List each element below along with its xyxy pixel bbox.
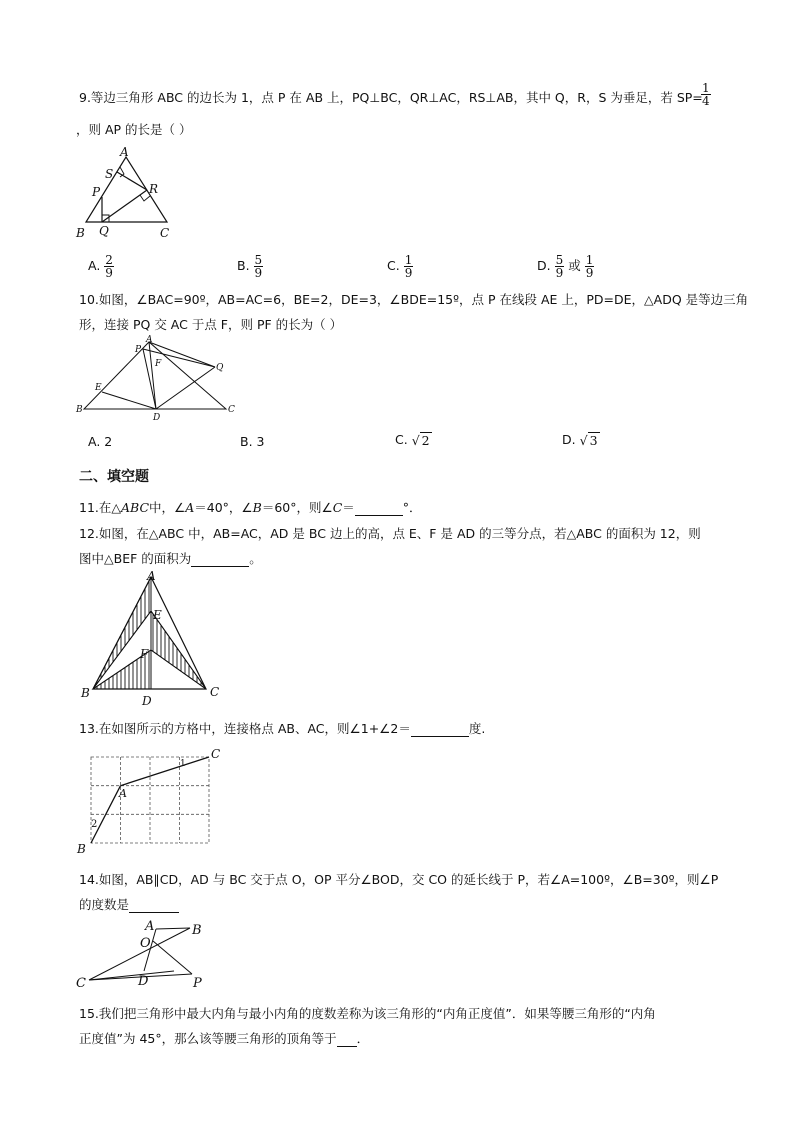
q9-label-a: A [120, 145, 129, 159]
sqrt-3: √ 3 [579, 433, 598, 448]
q14-line2: 的度数是 [79, 897, 179, 913]
q9-segment-rs [117, 172, 147, 190]
q9-text: 9.等边三角形 ABC 的边长为 1，点 P 在 AB 上，PQ⊥BC，QR⊥AC，RS⊥AB，其中 Q，R，S 为垂足，若 SP= [79, 90, 703, 105]
q14-line1: 14.如图，AB∥CD，AD 与 BC 交于点 O，OP 平分∠BOD，交 CO 的延长线于 P，若∠A=100º，∠B=30º，则∠P [79, 872, 719, 887]
q9-option-a[interactable]: A. $\frac{2}{9}$ [88, 253, 113, 280]
q9-option-c[interactable]: C. $\frac{1}{9}$ [387, 253, 413, 280]
q10-label-e: E [95, 383, 102, 393]
q13-label-1: 1 [180, 759, 186, 769]
q13-segment-ac [121, 757, 210, 786]
q14-label-c: C [76, 976, 86, 991]
q11-stem: 11.在△ABC中，∠A＝40°，∠B＝60°，则∠C＝ °． [79, 500, 422, 515]
q10-label-p: P [135, 345, 142, 355]
q9-option-b[interactable]: B. $\frac{5}{9}$ [237, 253, 263, 280]
q12-label-a: A [147, 569, 156, 583]
q14-label-b: B [192, 923, 202, 938]
q10-option-b[interactable]: B. 3 [240, 434, 265, 449]
q9-label-q: Q [99, 224, 109, 238]
q15-line2: 正度值”为 45°，那么该等腰三角形的顶角等于 ． [79, 1031, 370, 1046]
q10-line1: 10.如图，∠BAC=90º，AB=AC=6，BE=2，DE=3，∠BDE=15º，点 P 在线段 AE 上，PD=DE，△ADQ 是等边三角 [79, 292, 749, 307]
q10-label-a: A [146, 335, 153, 345]
q10-option-a[interactable]: A. 2 [88, 434, 113, 449]
q14-figure [76, 915, 216, 990]
q12-label-b: B [81, 686, 90, 700]
q11-answer-blank[interactable] [355, 502, 403, 516]
q9-label-s: S [105, 167, 114, 181]
q13-label-2: 2 [91, 819, 98, 830]
q14-segment-ab [156, 928, 190, 929]
q12-label-d: D [142, 694, 152, 708]
q9-label-p: P [92, 185, 101, 199]
q14-label-o: O [140, 936, 151, 951]
q13-answer-blank[interactable] [411, 723, 469, 737]
q10-label-f: F [155, 359, 162, 369]
q10-segment-ed [102, 392, 156, 409]
q12-figure [80, 569, 220, 708]
q12-line1: 12.如图，在△ABC 中，AB=AC，AD 是 BC 边上的高，点 E、F 是 AD 的三等分点，若△ABC 的面积为 12，则 [79, 526, 701, 541]
q9-text2: ，则 AP 的长是（ ） [76, 122, 192, 137]
q9-option-d[interactable]: D. $\frac{5}{9}$ 或 $\frac{1}{9}$ [537, 253, 594, 280]
q10-label-c: C [228, 405, 235, 415]
q9-label-c: C [160, 226, 170, 240]
q10-label-q: Q [216, 363, 224, 373]
q15-line1: 15.我们把三角形中最大内角与最小内角的度数差称为该三角形的“内角正度值”．如果等腰三角形的“内角 [79, 1006, 656, 1021]
q14-segment-op [153, 941, 192, 974]
q10-label-b: B [76, 405, 83, 415]
q12-answer-blank[interactable] [191, 553, 249, 567]
q10-line2: 形，连接 PQ 交 AC 于点 F，则 PF 的长为（ ） [79, 317, 343, 332]
q14-label-p: P [193, 976, 202, 991]
q13-figure [76, 745, 226, 855]
q13-label-a: A [119, 787, 127, 800]
q9-sp-fraction: $\frac{1}{4}$ [702, 81, 710, 108]
q13-grid [91, 757, 209, 843]
q14-label-a: A [145, 919, 155, 934]
q13-label-b: B [77, 842, 86, 856]
q10-segment-pq [143, 349, 215, 367]
q10-option-d[interactable]: D. √ 3 [562, 432, 598, 448]
q10-option-c[interactable]: C. √ 2 [395, 432, 430, 448]
q9-stem [79, 90, 703, 106]
q13-label-c: C [211, 747, 221, 761]
q10-label-d: D [153, 413, 161, 423]
section-title-fill-blank: 二、填空题 [79, 469, 149, 485]
q14-label-d: D [138, 974, 149, 989]
q12-label-e: E [153, 608, 162, 622]
q14-answer-blank[interactable] [129, 899, 179, 913]
q12-line2: 图中△BEF 的面积为 。 [79, 551, 262, 566]
q10-segment-pd [143, 349, 156, 409]
sqrt-2: √ 2 [411, 433, 430, 448]
q12-label-c: C [210, 685, 220, 699]
q9-label-b: B [76, 226, 85, 240]
q10-figure [76, 335, 238, 423]
q13-stem: 13.在如图所示的方格中，连接格点 AB、AC，则∠1+∠2＝ 度. [79, 721, 486, 736]
q9-label-r: R [149, 182, 159, 196]
q15-answer-blank[interactable] [337, 1033, 357, 1047]
q12-label-f: F [140, 647, 149, 661]
q9-figure [76, 145, 180, 240]
